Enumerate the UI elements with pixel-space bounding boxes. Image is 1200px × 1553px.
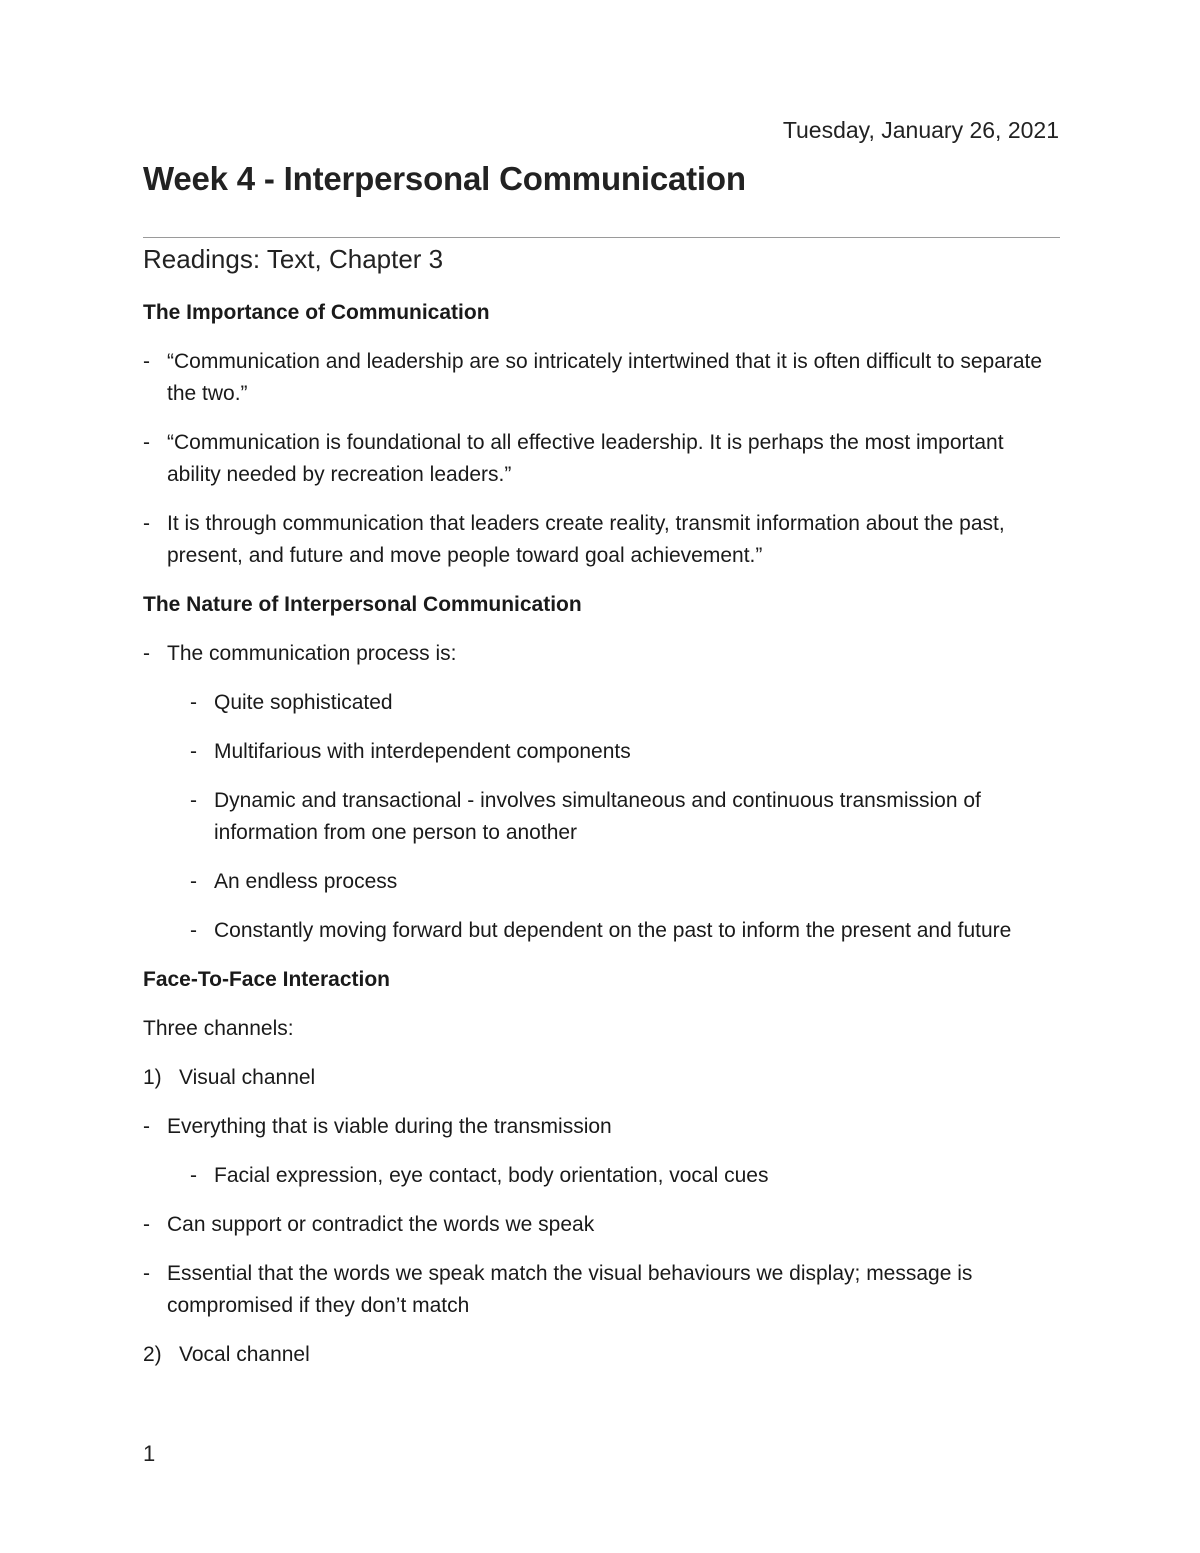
dash-bullet-icon: - bbox=[190, 691, 197, 714]
list-number: 2) bbox=[143, 1343, 162, 1366]
dash-bullet-icon: - bbox=[143, 512, 150, 535]
dash-bullet-icon: - bbox=[143, 642, 150, 665]
page-title: Week 4 - Interpersonal Communication bbox=[143, 160, 746, 197]
numbered-item-text: Visual channel bbox=[179, 1066, 316, 1089]
section-heading-face-to-face: Face-To-Face Interaction bbox=[143, 968, 390, 991]
dash-bullet-icon: - bbox=[190, 1164, 197, 1187]
sub-bullet-item bbox=[190, 736, 1063, 768]
bullet-text: Can support or contradict the words we speak bbox=[167, 1213, 595, 1236]
bullet-text: The communication process is: bbox=[167, 642, 457, 665]
bullet-item bbox=[143, 1209, 1063, 1241]
bullet-text: Dynamic and transactional - involves simultaneous and continuous transmission of information from one person to another bbox=[214, 789, 981, 844]
sub-bullet-item bbox=[190, 866, 1063, 898]
bullet-text: Multifarious with interdependent components bbox=[214, 740, 631, 763]
sub-bullet-item bbox=[190, 915, 1063, 947]
dash-bullet-icon: - bbox=[190, 740, 197, 763]
bullet-text: “Communication is foundational to all effective leadership. It is perhaps the most important ability needed by recreation leaders.” bbox=[167, 431, 1004, 486]
bullet-text: Everything that is viable during the transmission bbox=[167, 1115, 612, 1138]
dash-bullet-icon: - bbox=[143, 1213, 150, 1236]
bullet-text: Quite sophisticated bbox=[214, 691, 393, 714]
readings-line: Readings: Text, Chapter 3 bbox=[143, 244, 444, 274]
section-heading-importance: The Importance of Communication bbox=[143, 301, 490, 324]
page-number: 1 bbox=[143, 1441, 156, 1466]
sub-bullet-item bbox=[190, 687, 1063, 719]
dash-bullet-icon: - bbox=[190, 870, 197, 893]
dash-bullet-icon: - bbox=[190, 919, 197, 942]
bullet-text: Essential that the words we speak match the visual behaviours we display; message is compromised if they don’t match bbox=[167, 1262, 973, 1317]
dash-bullet-icon: - bbox=[143, 1262, 150, 1285]
section-heading-nature: The Nature of Interpersonal Communication bbox=[143, 593, 582, 616]
bullet-text: Facial expression, eye contact, body orientation, vocal cues bbox=[214, 1164, 769, 1187]
bullet-text: It is through communication that leaders create reality, transmit information about the past, present, and future and move people toward goal achievement.” bbox=[167, 512, 1005, 567]
bullet-text: “Communication and leadership are so intricately intertwined that it is often difficult to separate the two.” bbox=[167, 350, 1043, 405]
document-body bbox=[143, 297, 1063, 1388]
numbered-item bbox=[143, 1339, 1063, 1371]
bullet-item bbox=[143, 508, 1063, 572]
numbered-item bbox=[143, 1062, 1063, 1094]
bullet-text: Constantly moving forward but dependent on the past to inform the present and future bbox=[214, 919, 1012, 942]
dash-bullet-icon: - bbox=[143, 350, 150, 373]
bullet-item bbox=[143, 427, 1063, 491]
sub-bullet-item bbox=[190, 785, 1063, 849]
document-date: Tuesday, January 26, 2021 bbox=[782, 117, 1059, 143]
dash-bullet-icon: - bbox=[190, 789, 197, 812]
dash-bullet-icon: - bbox=[143, 1115, 150, 1138]
title-divider bbox=[143, 237, 1060, 238]
sub-bullet-item bbox=[190, 1160, 1063, 1192]
bullet-item bbox=[143, 638, 1063, 670]
bullet-text: An endless process bbox=[214, 870, 398, 893]
dash-bullet-icon: - bbox=[143, 431, 150, 454]
bullet-item bbox=[143, 1111, 1063, 1143]
paragraph-text: Three channels: bbox=[143, 1017, 294, 1040]
bullet-item bbox=[143, 1258, 1063, 1322]
list-number: 1) bbox=[143, 1066, 162, 1089]
numbered-item-text: Vocal channel bbox=[179, 1343, 310, 1366]
bullet-item bbox=[143, 346, 1063, 410]
